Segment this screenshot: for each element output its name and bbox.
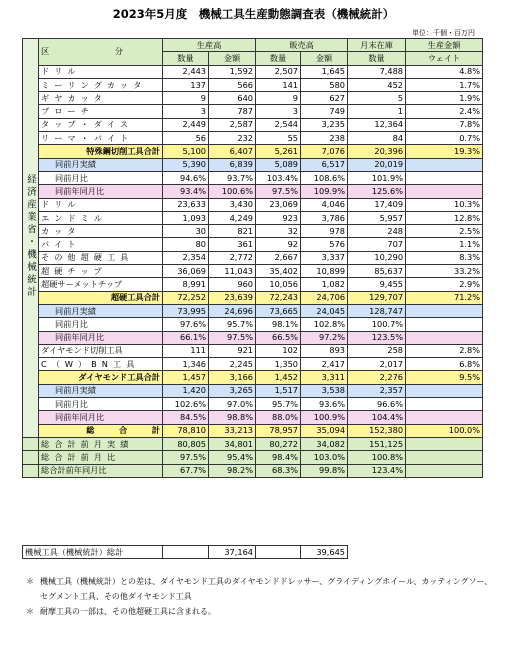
table-cell: 11,043 (209, 265, 256, 278)
table-cell: 2,354 (163, 251, 209, 264)
table-row (23, 251, 483, 264)
table-cell: 73,665 (256, 304, 301, 317)
row-label: エンドミル (39, 211, 163, 224)
table-cell: 10.3% (406, 198, 483, 211)
table-cell (406, 384, 483, 397)
inventory-qty-header: 数量 (348, 52, 406, 65)
summary-row (23, 546, 483, 559)
table-cell: 4,249 (209, 211, 256, 224)
table-cell: 111 (163, 344, 209, 357)
table-cell: 3,430 (209, 198, 256, 211)
table-cell: 102 (256, 344, 301, 357)
table-cell (406, 411, 483, 424)
row-label: 同前月比 (39, 171, 163, 184)
table-cell: 66.5% (256, 331, 301, 344)
table-row (23, 132, 483, 145)
row-label: 同前年同月比 (39, 331, 163, 344)
table-cell: 566 (209, 78, 256, 91)
table-cell: 20,396 (348, 145, 406, 158)
table-cell: 67.7% (163, 464, 209, 477)
table-cell: 923 (256, 211, 301, 224)
table-cell: 8.3% (406, 251, 483, 264)
table-cell: 3,538 (301, 384, 348, 397)
table-cell: 232 (209, 132, 256, 145)
weight-header: ウェイト (406, 52, 483, 65)
row-label: ミーリングカッタ (39, 78, 163, 91)
row-label: ブローチ (39, 105, 163, 118)
table-cell: 137 (163, 78, 209, 91)
row-label: C（W）BN工具 (39, 358, 163, 371)
prod-amount-header: 金額 (209, 52, 256, 65)
table-cell: 34,801 (209, 437, 256, 450)
table-row (23, 65, 483, 78)
table-cell: 7.8% (406, 118, 483, 131)
table-cell: 100.7% (348, 318, 406, 331)
table-cell: 68.3% (256, 464, 301, 477)
table-row (23, 211, 483, 224)
table-cell: 128,747 (348, 304, 406, 317)
table-cell: 2,449 (163, 118, 209, 131)
table-cell: 24,045 (301, 304, 348, 317)
table-cell: 23,069 (256, 198, 301, 211)
table-cell (406, 304, 483, 317)
table-cell: 103.0% (301, 451, 348, 464)
table-cell: 5,957 (348, 211, 406, 224)
summary-sales-amount: 39,645 (301, 546, 348, 559)
table-cell: 97.5% (163, 451, 209, 464)
table-cell: 108.6% (301, 171, 348, 184)
table-cell: 9 (163, 92, 209, 105)
table-cell: 9 (256, 92, 301, 105)
table-cell: 1,517 (256, 384, 301, 397)
table-cell: 787 (209, 105, 256, 118)
table-cell: 893 (301, 344, 348, 357)
table-row (23, 398, 483, 411)
table-cell: 102.6% (163, 398, 209, 411)
table-cell: 7,076 (301, 145, 348, 158)
footnote-text: 耐摩工具の一部は、その他超硬工具に含まれる。 (40, 607, 216, 616)
table-row (23, 118, 483, 131)
table-cell: 56 (163, 132, 209, 145)
table-cell: 98.8% (209, 411, 256, 424)
table-cell: 35,402 (256, 265, 301, 278)
table-cell: 1,082 (301, 278, 348, 291)
table-cell: 17,409 (348, 198, 406, 211)
prod-qty-header: 数量 (163, 52, 209, 65)
table-cell: 1,645 (301, 65, 348, 78)
table-cell: 80,272 (256, 437, 301, 450)
table-cell: 23,639 (209, 291, 256, 304)
table-cell: 104.4% (348, 411, 406, 424)
table-cell: 123.5% (348, 331, 406, 344)
table-cell: 361 (209, 238, 256, 251)
table-cell: 141 (256, 78, 301, 91)
table-row (23, 225, 483, 238)
table-cell: 33,213 (209, 424, 256, 437)
table-cell (406, 318, 483, 331)
table-cell: 640 (209, 92, 256, 105)
row-label: タップ・ダイス (39, 118, 163, 131)
table-cell: 10,899 (301, 265, 348, 278)
table-cell: 93.6% (301, 398, 348, 411)
table-cell: 3 (256, 105, 301, 118)
row-label: 同前年同月比 (39, 185, 163, 198)
table-cell: 2.9% (406, 278, 483, 291)
table-row (23, 158, 483, 171)
table-cell: 5,100 (163, 145, 209, 158)
table-cell: 3 (163, 105, 209, 118)
table-cell: 95.4% (209, 451, 256, 464)
row-label: 同前月実績 (39, 304, 163, 317)
table-cell: 24,696 (209, 304, 256, 317)
unit-label: 単位：千個・百万円 (412, 29, 475, 37)
table-cell: 3,311 (301, 371, 348, 384)
table-cell: 98.2% (209, 464, 256, 477)
table-cell (406, 451, 483, 464)
table-cell: 5 (348, 92, 406, 105)
table-cell: 3,166 (209, 371, 256, 384)
row-label: 超硬工具合計 (39, 291, 163, 304)
table-cell: 4,046 (301, 198, 348, 211)
table-cell: 921 (209, 344, 256, 357)
table-cell: 32 (256, 225, 301, 238)
table-cell: 19.3% (406, 145, 483, 158)
table-cell: 978 (301, 225, 348, 238)
table-cell (406, 185, 483, 198)
row-label: 総合計前月比 (39, 451, 163, 464)
table-cell: 2,276 (348, 371, 406, 384)
table-cell: 10,056 (256, 278, 301, 291)
table-cell: 12.8% (406, 211, 483, 224)
production-header: 生産高 (163, 39, 256, 52)
footnotes (26, 574, 492, 619)
row-label: リーマ・バイト (39, 132, 163, 145)
row-label: その他超硬工具 (39, 251, 163, 264)
table-cell: 1.7% (406, 78, 483, 91)
summary-prod-amount: 37,164 (209, 546, 256, 559)
table-row (23, 78, 483, 91)
table-cell: 6,839 (209, 158, 256, 171)
table-cell: 9,455 (348, 278, 406, 291)
table-cell: 1,452 (256, 371, 301, 384)
table-cell: 80,805 (163, 437, 209, 450)
row-label: ギヤカッタ (39, 92, 163, 105)
table-cell: 85,637 (348, 265, 406, 278)
table-row (23, 105, 483, 118)
table-cell: 749 (301, 105, 348, 118)
table-cell: 1,350 (256, 358, 301, 371)
row-label: カッタ (39, 225, 163, 238)
table-cell: 84.5% (163, 411, 209, 424)
row-label: 同前月実績 (39, 158, 163, 171)
table-cell: 2,417 (301, 358, 348, 371)
table-cell: 100.8% (348, 451, 406, 464)
table-row (23, 278, 483, 291)
table-cell: 3,786 (301, 211, 348, 224)
table-row (23, 318, 483, 331)
table-row (23, 424, 483, 437)
table-cell: 576 (301, 238, 348, 251)
table-cell: 34,082 (301, 437, 348, 450)
table-cell: 1,592 (209, 65, 256, 78)
row-label: ドリル (39, 65, 163, 78)
table-row (23, 437, 483, 450)
table-row (23, 451, 483, 464)
sales-header: 販売高 (256, 39, 348, 52)
table-cell: 95.7% (256, 398, 301, 411)
inventory-header: 月末在庫 (348, 39, 406, 52)
table-cell: 1.9% (406, 92, 483, 105)
table-cell: 97.2% (301, 331, 348, 344)
table-row (23, 344, 483, 357)
table-row (23, 371, 483, 384)
footnote-text: 機械工具（機械統計）との差は、ダイヤモンド工具のダイヤモンドドレッサー、グライディングホイール、カッティングソー、 (40, 577, 493, 586)
table-cell: 88.0% (256, 411, 301, 424)
row-label: バイト (39, 238, 163, 251)
table-cell (406, 464, 483, 477)
sales-amount-header: 金額 (301, 52, 348, 65)
table-cell: 7,488 (348, 65, 406, 78)
table-cell: 3,235 (301, 118, 348, 131)
table-cell: 6.8% (406, 358, 483, 371)
row-label: 総合計前年同月比 (39, 464, 163, 477)
table-cell: 2,443 (163, 65, 209, 78)
table-cell: 98.4% (256, 451, 301, 464)
table-cell: 71.2% (406, 291, 483, 304)
table-cell: 580 (301, 78, 348, 91)
table-cell: 707 (348, 238, 406, 251)
row-label: ダイヤモンド工具合計 (39, 371, 163, 384)
table-cell: 1,346 (163, 358, 209, 371)
table-cell: 100.6% (209, 185, 256, 198)
table-cell: 36,069 (163, 265, 209, 278)
table-cell: 10,290 (348, 251, 406, 264)
table-cell: 821 (209, 225, 256, 238)
table-cell: 23,633 (163, 198, 209, 211)
row-label: 同前月比 (39, 318, 163, 331)
table-cell: 103.4% (256, 171, 301, 184)
summary-label: 機械工具（機械統計）総計 (23, 546, 163, 559)
table-cell: 0.7% (406, 132, 483, 145)
footnote-mark: ＊ (26, 577, 34, 586)
table-cell: 2.8% (406, 344, 483, 357)
table-cell: 98.1% (256, 318, 301, 331)
table-cell: 258 (348, 344, 406, 357)
table-row (23, 358, 483, 371)
table-cell: 1 (348, 105, 406, 118)
table-cell: 129,707 (348, 291, 406, 304)
table-row (23, 145, 483, 158)
table-cell: 4.8% (406, 65, 483, 78)
table-cell: 20,019 (348, 158, 406, 171)
table-cell: 35,094 (301, 424, 348, 437)
table-cell: 960 (209, 278, 256, 291)
table-cell: 78,957 (256, 424, 301, 437)
table-cell: 1.1% (406, 238, 483, 251)
table-cell: 84 (348, 132, 406, 145)
table-cell: 248 (348, 225, 406, 238)
table-row (23, 238, 483, 251)
table-cell: 97.0% (209, 398, 256, 411)
table-cell: 2,772 (209, 251, 256, 264)
table-cell: 2,245 (209, 358, 256, 371)
page-title: 2023年5月度 機械工具生産動態調査表（機械統計） (112, 7, 395, 21)
table-cell: 9.5% (406, 371, 483, 384)
table-cell: 1,457 (163, 371, 209, 384)
table-cell: 5,390 (163, 158, 209, 171)
table-cell: 97.5% (209, 331, 256, 344)
table-cell: 2,667 (256, 251, 301, 264)
table-cell: 6,517 (301, 158, 348, 171)
table-cell: 2.4% (406, 105, 483, 118)
table-cell: 627 (301, 92, 348, 105)
table-cell: 93.7% (209, 171, 256, 184)
table-cell: 72,252 (163, 291, 209, 304)
table-cell: 30 (163, 225, 209, 238)
table-cell: 95.7% (209, 318, 256, 331)
table-row (23, 464, 483, 477)
table-cell: 2,544 (256, 118, 301, 131)
row-label: 同前月比 (39, 398, 163, 411)
table-cell: 6,407 (209, 145, 256, 158)
table-cell: 151,125 (348, 437, 406, 450)
row-label: 特殊鋼切削工具合計 (39, 145, 163, 158)
table-cell: 100.9% (301, 411, 348, 424)
table-cell: 72,243 (256, 291, 301, 304)
footnote-continuation: セグメント工具、その他ダイヤモンド工具 (40, 592, 192, 601)
table-cell: 78,810 (163, 424, 209, 437)
row-label: 超硬チップ (39, 265, 163, 278)
table-cell (406, 171, 483, 184)
table-row (23, 291, 483, 304)
table-cell: 3,265 (209, 384, 256, 397)
table-row (23, 411, 483, 424)
table-cell: 102.8% (301, 318, 348, 331)
table-cell: 2.5% (406, 225, 483, 238)
row-label: ドリル (39, 198, 163, 211)
table-cell: 92 (256, 238, 301, 251)
table-cell: 2,017 (348, 358, 406, 371)
sidebar-text: 経済産業省・機械統計 (25, 173, 36, 299)
table-cell: 238 (301, 132, 348, 145)
footnote-mark: ＊ (26, 607, 34, 616)
table-cell: 5,261 (256, 145, 301, 158)
sidebar-label (23, 39, 39, 438)
table-cell: 97.6% (163, 318, 209, 331)
table-cell: 109.9% (301, 185, 348, 198)
sales-qty-header: 数量 (256, 52, 301, 65)
table-cell: 2,587 (209, 118, 256, 131)
table-cell (406, 437, 483, 450)
header-row-1 (23, 39, 483, 52)
table-cell: 2,507 (256, 65, 301, 78)
table-cell: 66.1% (163, 331, 209, 344)
table-cell: 125.6% (348, 185, 406, 198)
table-cell: 55 (256, 132, 301, 145)
row-label: 超硬サーメットチップ (39, 278, 163, 291)
table-cell: 93.4% (163, 185, 209, 198)
table-cell: 12,364 (348, 118, 406, 131)
row-label: ダイヤモンド切削工具 (39, 344, 163, 357)
table-cell: 5,089 (256, 158, 301, 171)
table-cell: 73,995 (163, 304, 209, 317)
table-cell (406, 158, 483, 171)
table-cell: 80 (163, 238, 209, 251)
table-cell: 33.2% (406, 265, 483, 278)
table-cell: 3,337 (301, 251, 348, 264)
footnote (26, 574, 492, 589)
table-row (23, 92, 483, 105)
table-row (23, 265, 483, 278)
row-label: 総 合 計 (39, 424, 163, 437)
table-cell: 123.4% (348, 464, 406, 477)
table-row (23, 171, 483, 184)
footnote (26, 604, 492, 619)
table-cell: 2,357 (348, 384, 406, 397)
table-cell: 99.8% (301, 464, 348, 477)
weight-title-header: 生産金額 (406, 39, 483, 52)
table-cell: 452 (348, 78, 406, 91)
table-cell: 100.0% (406, 424, 483, 437)
row-label: 同前月実績 (39, 384, 163, 397)
table-cell: 94.6% (163, 171, 209, 184)
table-row (23, 304, 483, 317)
table-cell: 96.6% (348, 398, 406, 411)
table-cell: 101.9% (348, 171, 406, 184)
table-cell (406, 331, 483, 344)
table-cell: 8,991 (163, 278, 209, 291)
production-table (22, 38, 483, 478)
row-label: 総合計前月実績 (39, 437, 163, 450)
table-cell: 1,093 (163, 211, 209, 224)
table-row (23, 384, 483, 397)
table-cell: 152,380 (348, 424, 406, 437)
section-header: 区 分 (39, 39, 163, 66)
table-cell: 24,706 (301, 291, 348, 304)
summary-table (22, 545, 483, 559)
table-row (23, 185, 483, 198)
table-cell: 97.5% (256, 185, 301, 198)
table-row (23, 331, 483, 344)
table-row (23, 198, 483, 211)
table-cell (406, 398, 483, 411)
table-cell: 1,420 (163, 384, 209, 397)
row-label: 同前年同月比 (39, 411, 163, 424)
